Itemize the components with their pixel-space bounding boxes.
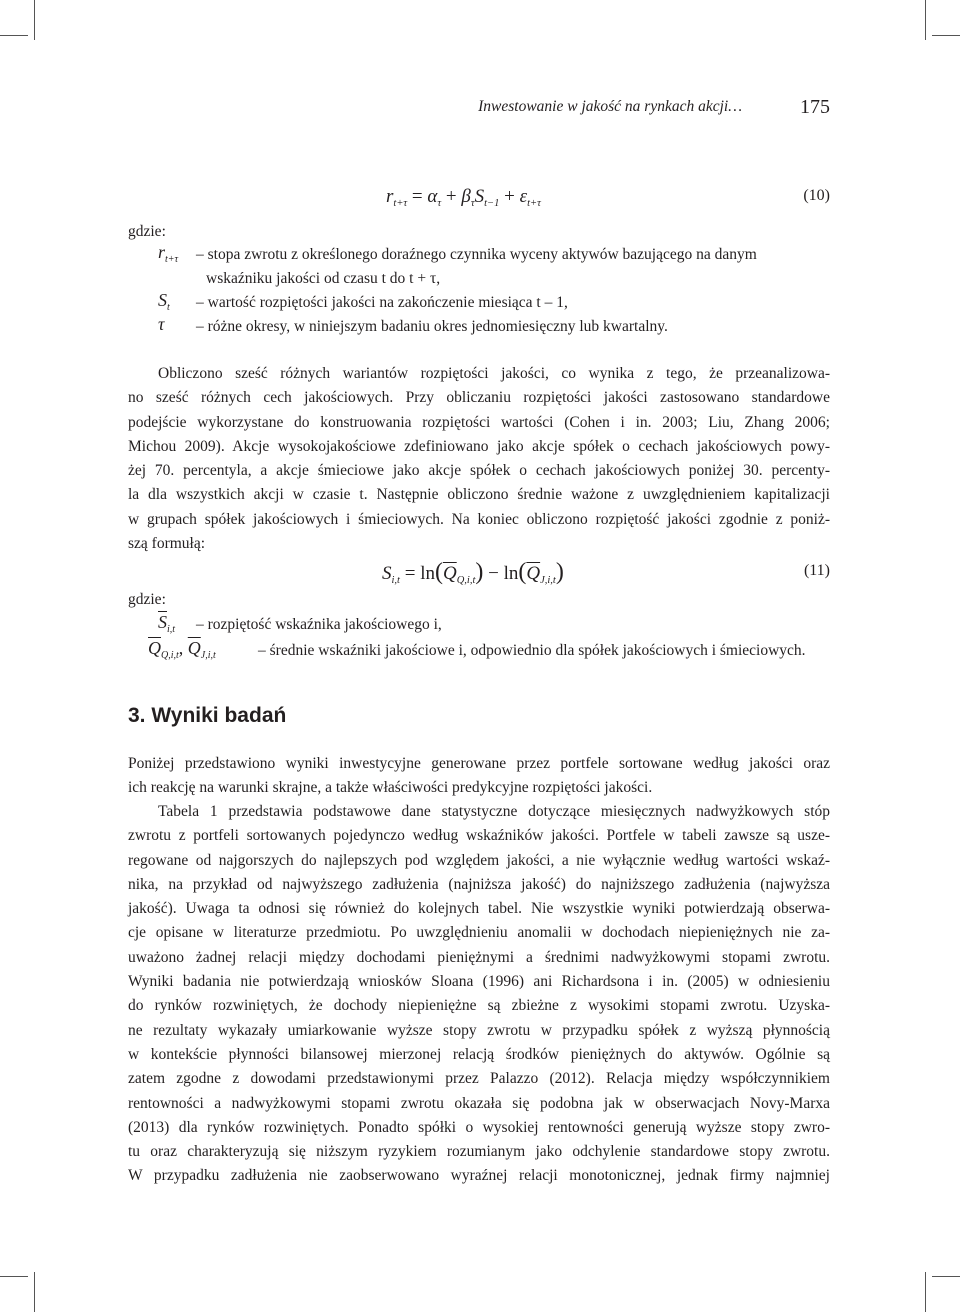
paragraph-2	[128, 752, 830, 801]
text-line: ne rezultaty wykazały umiarkowanie wyższe stopy zwrotu w przypadku spółek z wyższą płynnością	[128, 1021, 830, 1039]
text-line: uważono żadnej relacji między dochodami pieniężnymi a średnimi nadwyżkowymi stopami zwrotu.	[128, 948, 830, 966]
text-line: nika, na przykład od najwyższego zadłużenia (najniższa jakość) do najniższego zadłużenia (najwyższa	[128, 875, 830, 893]
text-line: la dla wszystkich akcji w czasie t. Następnie obliczono średnie ważone z uwzględnieniem kapitalizacji	[128, 486, 830, 504]
equation-11-formula: $S_{i,t} = \ln(\overline{Q}_{Q,i,t}) - \ln(\overline{Q}_{J,i,t})$	[382, 559, 564, 586]
crop-mark-bottom-right-h	[932, 1276, 960, 1277]
text-line: ich reakcję na warunki skrajne, a także właściwości predykcyjne rozpiętości jakości.	[128, 779, 653, 797]
def-symbol-S-it: $\overline{S}_{i,t}$	[158, 612, 176, 635]
def-symbol-tau: τ	[158, 314, 165, 334]
equation-10-formula: $r_{t+\tau} = \alpha_\tau + \beta_\tau S_{t-1} + \varepsilon_{t+\tau}$	[386, 186, 541, 209]
text-line: żej 70. percentyla, a akcje śmieciowe jako akcje spółek o cechach jakościowych poniżej 30. percenty-	[128, 462, 830, 480]
text-line: w grupach spółek jakościowych i śmieciowych. Na koniec obliczono rozpiętość jakości zgodnie z poniż-	[128, 510, 830, 528]
crop-mark-top-left-h	[0, 35, 28, 36]
text-line: do rynków rozwiniętych, że dochody niepieniężne są zbieżne z wysokimi stopami zwrotu. Uzyska-	[128, 997, 830, 1015]
paragraph-3	[128, 800, 830, 1189]
crop-mark-top-left	[34, 0, 35, 40]
page-number: 175	[800, 96, 830, 118]
def-symbol-r: $r_{t+\tau}$	[158, 242, 179, 265]
crop-mark-top-right	[925, 0, 926, 40]
def-S-line: – wartość rozpiętości jakości na zakończenie miesiąca t – 1,	[196, 294, 568, 311]
paragraph-1	[128, 362, 830, 556]
text-line: regowane od najgorszych do najlepszych pod względem jakości, a nie wyłącznie według wartości wskaź-	[128, 851, 830, 869]
def-symbol-S: $S_t$	[158, 290, 170, 313]
text-line: zatem zgodne z dowodami przedstawionymi przez Palazzo (2012). Relacja między współczynnikiem	[128, 1070, 830, 1088]
text-line: Wyniki badania nie potwierdzają wniosków Sloana (1996) ani Richardsona i in. (2005) w odniesieniu	[128, 973, 830, 991]
text-line: Obliczono sześć różnych wariantów rozpiętości jakości, co wynika z tego, że przeanalizowa-	[158, 365, 830, 382]
crop-mark-bottom-right	[925, 1272, 926, 1312]
text-line: Poniżej przedstawiono wyniki inwestycyjne generowane przez portfele sortowane według jakości oraz	[128, 755, 830, 772]
def-tau-line: – różne okresy, w niniejszym badaniu okres jednomiesięczny lub kwartalny.	[196, 318, 668, 335]
page-header	[128, 96, 830, 122]
text-line: W przypadku zadłużenia nie zaobserwowano wyraźnej relacji monotonicznej, jednak firmy najmniej	[128, 1167, 830, 1185]
def-S-it-line: – rozpiętość wskaźnika jakościowego i,	[196, 616, 442, 633]
where-label-1: gdzie:	[128, 223, 166, 240]
section-heading: 3. Wyniki badań	[128, 704, 287, 727]
where-label-2: gdzie:	[128, 591, 166, 608]
equation-10-number: (10)	[803, 187, 830, 204]
def-r-line-2: wskaźniku jakości od czasu t do t + τ,	[206, 270, 441, 287]
text-line: jakość). Uwaga ta odnosi się również do kolejnych tabel. Nie wszystkie wyniki potwierdzają obserwa-	[128, 900, 830, 918]
def-r-line-1: – stopa zwrotu z określonego doraźnego czynnika wyceny aktywów bazującego na danym	[196, 246, 757, 263]
text-line: w kontekście płynności bilansowej mierzonej relacją środków pieniężnych do aktywów. Ogólnie są	[128, 1045, 830, 1063]
text-line: tu oraz charakteryzują się niższym ryzykiem rozumianym jako odchylenie standardowe stopy zwrotu.	[128, 1143, 830, 1161]
text-line: podejście wykorzystane do konstruowania rozpiętości wartości (Cohen i in. 2003; Liu, Zhang 2006;	[128, 413, 830, 431]
text-line: rentowności a nadwyżkowymi stopami zwrotu okazała się podobna jak w obserwacjach Novy-Marxa	[128, 1094, 830, 1112]
crop-mark-bottom-left-h	[0, 1276, 28, 1277]
text-line: Tabela 1 przedstawia podstawowe dane statystyczne dotyczące miesięcznych nadwyżkowych stóp	[158, 803, 830, 820]
def-Q-line: – średnie wskaźniki jakościowe i, odpowiednio dla spółek jakościowych i śmieciowych.	[258, 642, 806, 659]
crop-mark-bottom-left	[34, 1272, 35, 1312]
crop-mark-top-right-h	[932, 35, 960, 36]
equation-11-number: (11)	[803, 562, 830, 579]
text-line: zwrotu z portfeli sortowanych pojedynczo według wskaźników jakości. Portfele w tabeli zawsze są uszе-	[128, 827, 830, 845]
text-line: szą formułą:	[128, 535, 206, 553]
running-title: Inwestowanie w jakość na rynkach akcji…	[478, 98, 742, 115]
text-line: cje opisane w literaturze przedmiotu. Po uwzględnieniu anomalii w dochodach niepieniężnych nie za-	[128, 924, 830, 942]
def-symbols-Q: $\overline{Q}_{Q,i,t}$, $\overline{Q}_{J,i,t}$	[148, 638, 216, 661]
equation-10	[128, 183, 830, 213]
text-line: (2013) dla rynków rozwiniętych. Ponadto spółki o wysokiej rentowności generują wyższe stopy zwro-	[128, 1118, 830, 1136]
text-line: no sześć różnych cech jakościowych. Przy obliczaniu rozpiętości jakości zastosowano standardowe	[128, 389, 830, 407]
text-line: Michou 2009). Akcje wysokojakościowe zdefiniowano jako akcje spółek o cechach jakościowych powy-	[128, 437, 830, 455]
equation-11	[128, 556, 830, 586]
